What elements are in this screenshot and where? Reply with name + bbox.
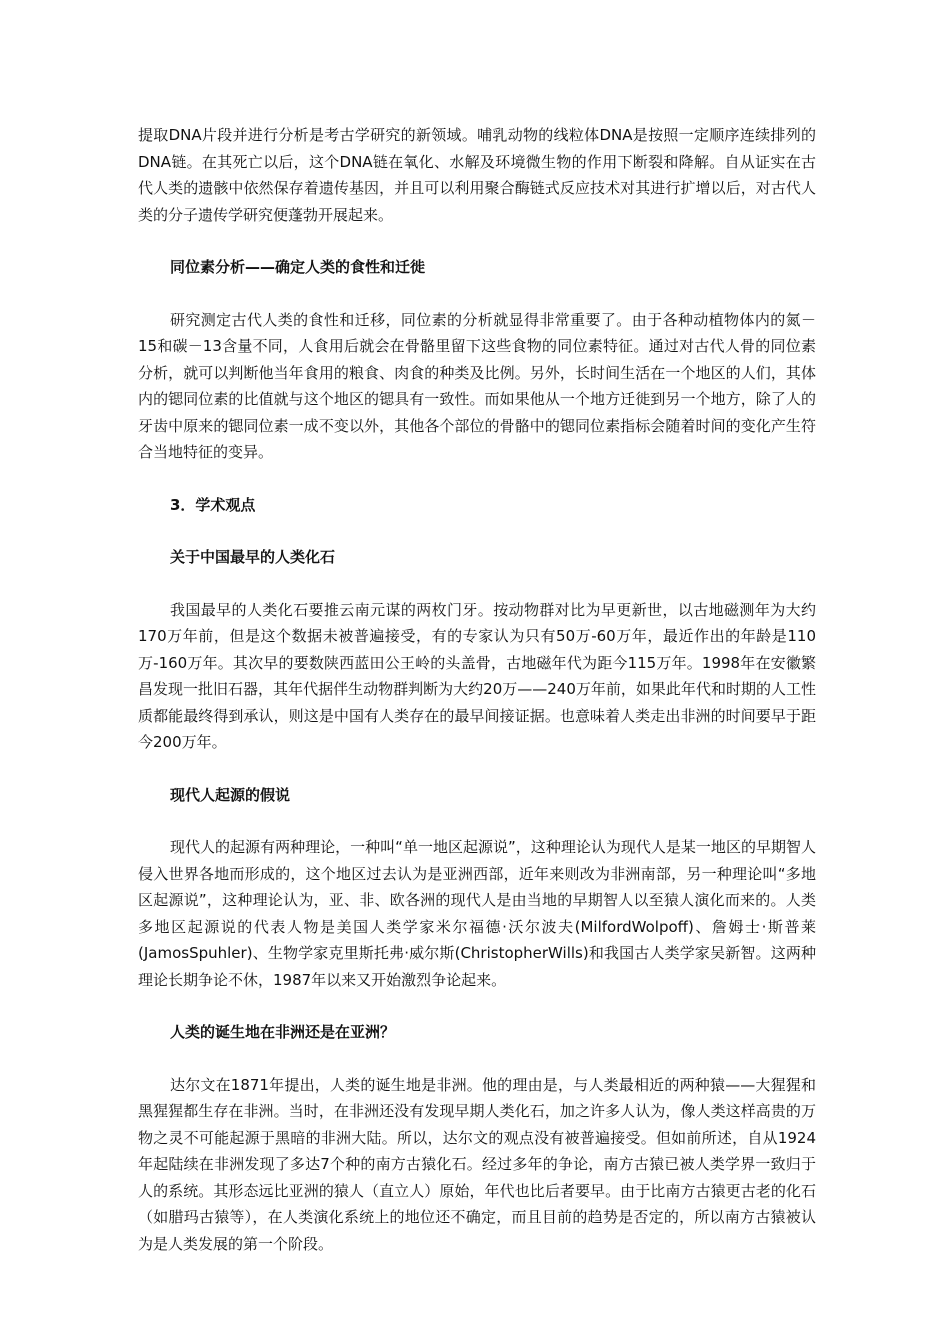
paragraph-isotope-analysis: 研究测定古代人类的食性和迁移，同位素的分析就显得非常重要了。由于各种动植物体内的氮－15和碳－13含量不同，人食用后就会在骨骼里留下这些食物的同位素特征。通过对古代人骨的同位素分析，就可以判断他当年食用的粮食、肉食的种类及比例。另外，长时间生活在一个地区的人们，其体内的锶同位素的比值就与这个地区的锶具有一致性。而如果他从一个地方迁徙到另一个地方，除了人的牙齿中原来的锶同位素一成不变以外，其他各个部位的骨骼中的锶同位素指标会随着时间的变化产生符合当地特征的变异。 [138, 310, 816, 461]
document-body [138, 122, 816, 1257]
heading-modern-human-origin: 现代人起源的假说 [170, 785, 291, 804]
heading-earliest-fossils-china: 关于中国最早的人类化石 [170, 548, 336, 566]
paragraph-earliest-fossils-china: 我国最早的人类化石要推云南元谋的两枚门牙。按动物群对比为早更新世，以古地磁测年为大约170万年前，但是这个数据未被普遍接受，有的专家认为只有50万-60万年，最近作出的年龄是110万-160万年。其次早的要数陕西蓝田公王岭的头盖骨，古地磁年代为距今115万年。1998年在安徽繁昌发现一批旧石器，其年代据伴生动物群判断为大约20万——240万年前，如果此年代和时期的人工性质都能最终得到承认，则这是中国有人类存在的最早间接证据。也意味着人类走出非洲的时间要早于距今200万年。 [138, 600, 816, 751]
paragraph-birthplace-question: 达尔文在1871年提出，人类的诞生地是非洲。他的理由是，与人类最相近的两种猿——大猩猩和黑猩猩都生存在非洲。当时，在非洲还没有发现早期人类化石，加之许多人认为，像人类这样高贵的万物之灵不可能起源于黑暗的非洲大陆。所以，达尔文的观点没有被普遍接受。但如前所述，自从1924年起陆续在非洲发现了多达7个种的南方古猿化石。经过多年的争论，南方古猿已被人类学界一致归于人的系统。其形态远比亚洲的猿人（直立人）原始，年代也比后者要早。由于比南方古猿更古老的化石（如腊玛古猿等），在人类演化系统上的地位还不确定，而且目前的趋势是否定的，所以南方古猿被认为是人类发展的第一个阶段。 [138, 1075, 816, 1253]
paragraph-modern-human-origin: 现代人的起源有两种理论，一种叫“单一地区起源说”，这种理论认为现代人是某一地区的早期智人侵入世界各地而形成的，这个地区过去认为是亚洲西部，近年来则改为非洲南部，另一种理论叫“多地区起源说”，这种理论认为，亚、非、欧各洲的现代人是由当地的早期智人以至猿人演化而来的。人类多地区起源说的代表人物是美国人类学家米尔福德·沃尔波夫(MilfordWolpoff)、詹姆士·斯普莱(JamosSpuhler)、生物学家克里斯托弗·威尔斯(ChristopherWills)和我国古人类学家吴新智。这两种理论长期争论不休，1987年以来又开始激烈争论起来。 [138, 838, 816, 989]
heading-academic-views: 3．学术观点 [170, 495, 256, 514]
heading-birthplace-question: 人类的诞生地在非洲还是在亚洲？ [170, 1023, 396, 1041]
heading-isotope-analysis: 同位素分析——确定人类的食性和迁徙 [170, 258, 426, 276]
paragraph-dna-analysis: 提取DNA片段并进行分析是考古学研究的新领域。哺乳动物的线粒体DNA是按照一定顺序连续排列的DNA链。在其死亡以后，这个DNA链在氧化、水解及环境微生物的作用下断裂和降解。自从证实在古代人类的遗骸中依然保存着遗传基因，并且可以利用聚合酶链式反应技术对其进行扩增以后，对古代人类的分子遗传学研究便蓬勃开展起来。 [138, 126, 816, 224]
